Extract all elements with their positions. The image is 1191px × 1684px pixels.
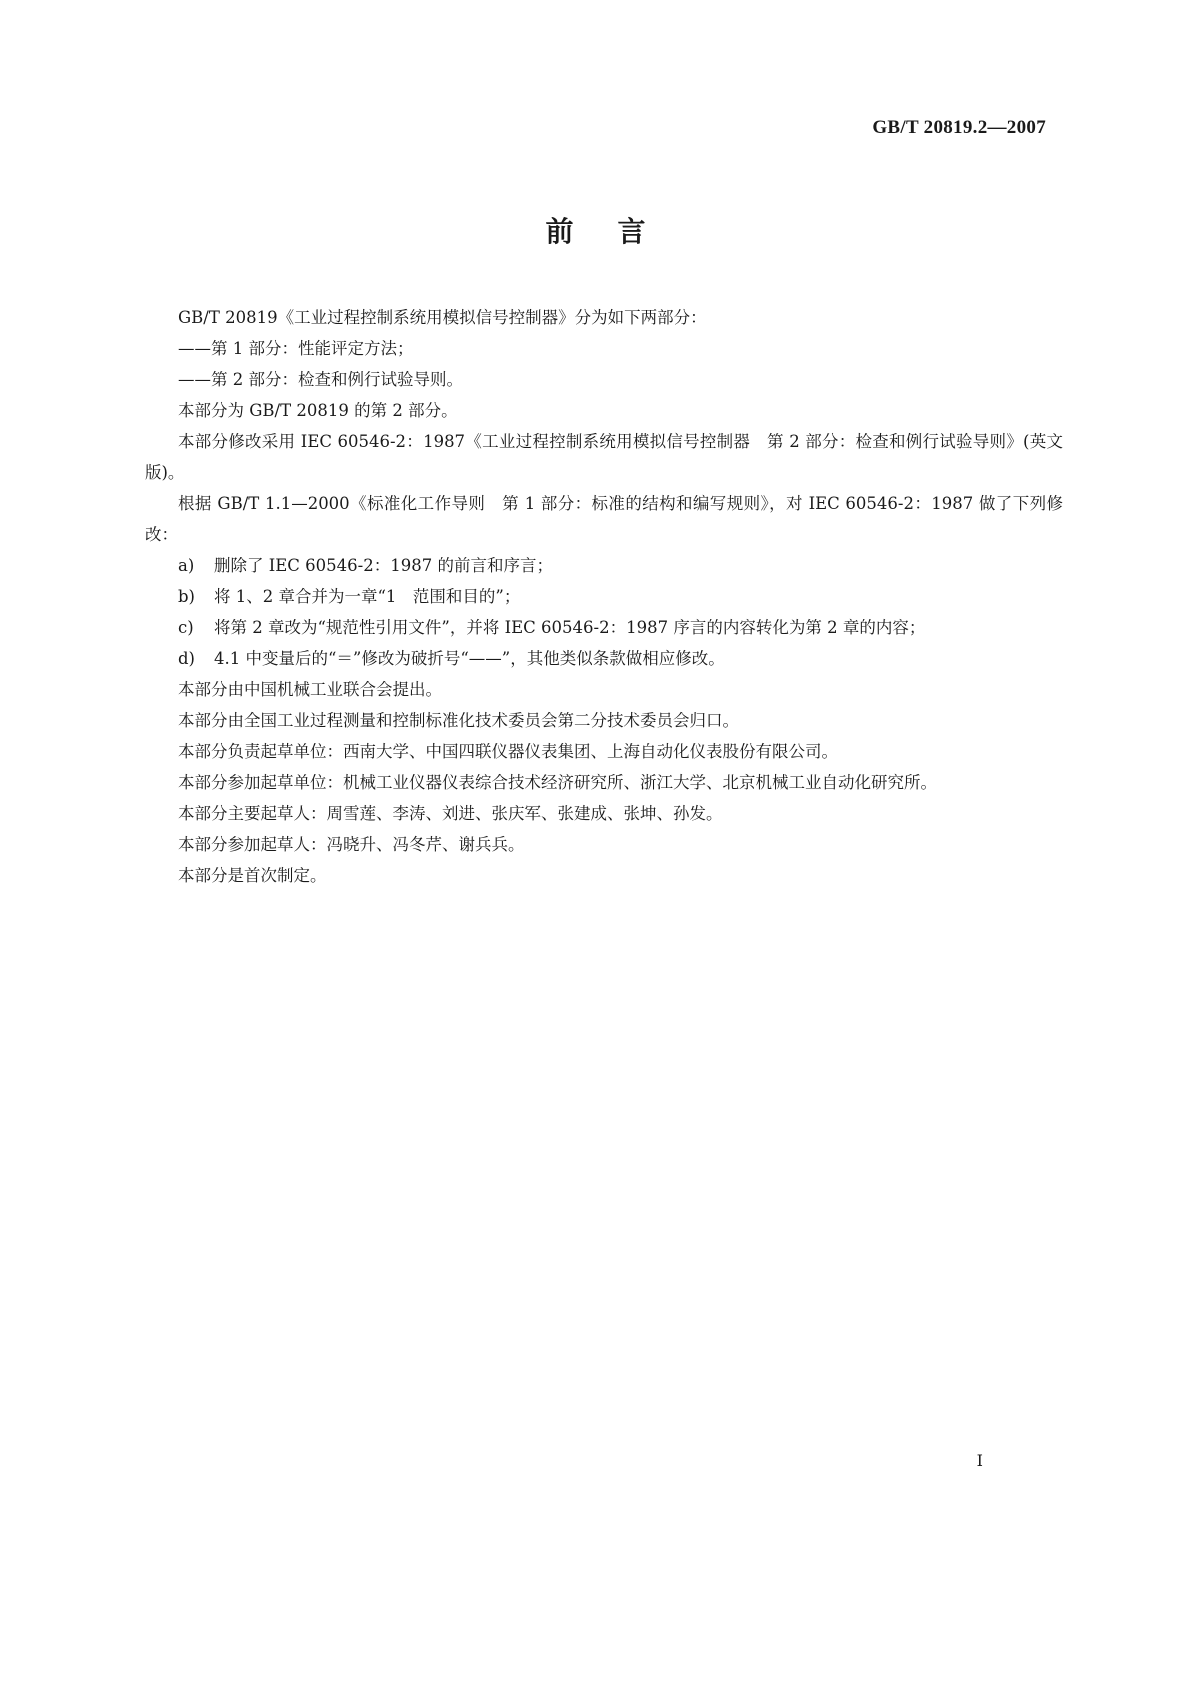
list-item — [145, 643, 1063, 674]
paragraph-drafting-units: 本部分负责起草单位：西南大学、中国四联仪器仪表集团、上海自动化仪表股份有限公司。 — [178, 742, 838, 761]
list-item-text: 将第 2 章改为“规范性引用文件”，并将 IEC 60546-2：1987 序言的内容转化为第 2 章的内容； — [214, 618, 926, 637]
paragraph-parts-intro: GB/T 20819《工业过程控制系统用模拟信号控制器》分为如下两部分： — [178, 308, 707, 327]
paragraph-main-drafters: 本部分主要起草人：周雪莲、李涛、刘进、张庆军、张建成、张坤、孙发。 — [178, 804, 723, 823]
paragraph-part-1: ——第 1 部分：性能评定方法； — [178, 339, 414, 358]
paragraph-centralized: 本部分由全国工业过程测量和控制标准化技术委员会第二分技术委员会归口。 — [178, 711, 739, 730]
list-item-text: 将 1、2 章合并为一章“1 范围和目的”； — [214, 587, 521, 606]
paragraph-participating-drafters: 本部分参加起草人：冯晓升、冯冬芹、谢兵兵。 — [178, 835, 525, 854]
paragraph-participating-units: 本部分参加起草单位：机械工业仪器仪表综合技术经济研究所、浙江大学、北京机械工业自动化研究所。 — [178, 773, 937, 792]
list-item-text: 4.1 中变量后的“＝”修改为破折号“——”，其他类似条款做相应修改。 — [214, 649, 725, 668]
paragraph-proposer: 本部分由中国机械工业联合会提出。 — [178, 680, 442, 699]
page-title: 前言 — [545, 215, 690, 248]
paragraph-part-2: ——第 2 部分：检查和例行试验导则。 — [178, 370, 463, 389]
list-item-label: a) — [178, 556, 195, 575]
list-item-label: c) — [178, 618, 194, 637]
standard-number: GB/T 20819.2—2007 — [872, 117, 1046, 138]
list-item — [145, 612, 1063, 643]
foreword-body — [145, 302, 1063, 891]
list-item — [145, 550, 1063, 581]
list-item-label: d) — [178, 649, 195, 668]
list-item-label: b) — [178, 587, 195, 606]
paragraph-modifications-intro: 根据 GB/T 1.1—2000《标准化工作导则 第 1 部分：标准的结构和编写规则》，对 IEC 60546-2：1987 做了下列修改： — [145, 494, 1063, 544]
list-item — [145, 581, 1063, 612]
page-number: I — [976, 1451, 983, 1470]
paragraph-this-part: 本部分为 GB/T 20819 的第 2 部分。 — [178, 401, 458, 420]
list-item-text: 删除了 IEC 60546-2：1987 的前言和序言； — [214, 556, 553, 575]
paragraph-adoption: 本部分修改采用 IEC 60546-2：1987《工业过程控制系统用模拟信号控制器 第 2 部分：检查和例行试验导则》(英文版)。 — [145, 432, 1063, 482]
paragraph-first-edition: 本部分是首次制定。 — [178, 866, 327, 885]
